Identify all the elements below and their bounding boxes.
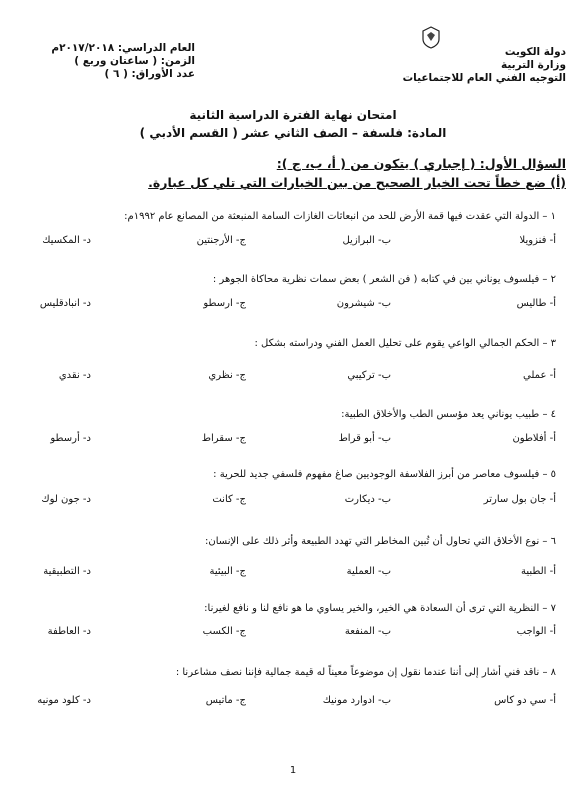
header-duration: الزمن: ( ساعتان وربع ) — [74, 55, 195, 67]
q2-option-d[interactable]: د- انبادقليس — [39, 298, 91, 309]
question-6: ٦ – نوع الأخلاق التي تحاول أن تُبين المخاطر التي تهدد الطبيعة وأثر ذلك على الإنسان: — [205, 536, 556, 547]
q8-option-c[interactable]: ج- ماتيس — [205, 695, 246, 706]
q4-option-c[interactable]: ج- سقراط — [201, 433, 246, 444]
q1-option-c[interactable]: ج- الأرجنتين — [196, 235, 246, 246]
q3-option-a[interactable]: أ- عملي — [523, 370, 556, 381]
q2-option-a[interactable]: أ- طاليس — [516, 298, 556, 309]
header-ministry: وزارة التربية — [500, 59, 566, 71]
q8-option-d[interactable]: د- كلود مونيه — [37, 695, 91, 706]
question-4: ٤ – طبيب يوناني يعد مؤسس الطب والأخلاق الطبية: — [341, 409, 556, 420]
part-title: (أ) ضع خطاً تحت الخيار الصحيح من بين الخيارات التي تلي كل عبارة. — [148, 175, 566, 190]
q6-option-d[interactable]: د- التطبيقية — [43, 566, 91, 577]
exam-info-header — [20, 42, 195, 81]
q5-option-c[interactable]: ج- كانت — [212, 494, 246, 505]
q1-option-b[interactable]: ب- البرازيل — [342, 235, 391, 246]
q8-option-b[interactable]: ب- ادوارد مونيك — [322, 695, 391, 706]
q3-option-d[interactable]: د- نقدي — [58, 370, 91, 381]
q3-option-b[interactable]: ب- تركيبي — [347, 370, 391, 381]
q5-option-b[interactable]: ب- ديكارت — [344, 494, 391, 505]
ministry-header — [366, 46, 566, 85]
q6-option-a[interactable]: أ- الطبية — [521, 566, 556, 577]
header-country: دولة الكويت — [504, 46, 566, 58]
page-number: 1 — [289, 765, 297, 776]
section-title: السؤال الأول: ( إجباري ) يتكون من ( أ، ب، ج ): — [276, 156, 566, 171]
q7-option-c[interactable]: ج- الكسب — [202, 626, 246, 637]
q4-option-a[interactable]: أ- أفلاطون — [512, 433, 556, 444]
q7-option-d[interactable]: د- العاطفة — [47, 626, 91, 637]
header-department: التوجيه الفني العام للاجتماعيات — [402, 72, 566, 84]
q4-option-d[interactable]: د- أرسطو — [50, 433, 91, 444]
question-7: ٧ – النظرية التي ترى أن السعادة هي الخير، والخير يساوي ما هو نافع لنا و نافع لغيرنا: — [204, 603, 556, 614]
question-2: ٢ – فيلسوف يوناني بين في كتابه ( فن الشعر ) بعض سمات نظرية محاكاة الجوهر : — [212, 274, 556, 285]
header-page-count: عدد الأوراق: ( ٦ ) — [104, 68, 195, 80]
q7-option-a[interactable]: أ- الواجب — [516, 626, 556, 637]
question-1: ١ – الدولة التي عقدت فيها قمة الأرض للحد من انبعاثات الغازات السامة المنبعثة من المصانع عام ١٩٩٢م: — [124, 211, 556, 222]
question-8: ٨ – ناقد فني أشار إلى أننا عندما نقول إن موضوعاً معيناً له قيمة جمالية فإننا نصف مشاعرنا : — [175, 667, 556, 678]
q3-option-c[interactable]: ج- نظري — [208, 370, 246, 381]
q8-option-a[interactable]: أ- سي دو كاس — [494, 695, 556, 706]
q2-option-c[interactable]: ج- ارسطو — [203, 298, 246, 309]
subject-line: المادة: فلسفة – الصف الثاني عشر ( القسم الأدبي ) — [139, 126, 447, 140]
q4-option-b[interactable]: ب- أبو قراط — [338, 433, 391, 444]
q7-option-b[interactable]: ب- المنفعة — [344, 626, 391, 637]
question-5: ٥ – فيلسوف معاصر من أبرز الفلاسفة الوجوديين صاغ مفهوم فلسفي جديد للحرية : — [213, 469, 556, 480]
q5-option-a[interactable]: أ- جان بول سارتر — [483, 494, 556, 505]
header-academic-year: العام الدراسي: ٢٠١٧/٢٠١٨م — [51, 42, 195, 54]
exam-title: امتحان نهاية الفترة الدراسية الثانية — [189, 108, 397, 122]
q6-option-c[interactable]: ج- البيئية — [209, 566, 246, 577]
q1-option-d[interactable]: د- المكسيك — [42, 235, 91, 246]
q6-option-b[interactable]: ب- العملية — [346, 566, 391, 577]
q2-option-b[interactable]: ب- شيشرون — [336, 298, 391, 309]
q5-option-d[interactable]: د- جون لوك — [41, 494, 91, 505]
question-3: ٣ – الحكم الجمالي الواعي يقوم على تحليل العمل الفني ودراسته بشكل : — [254, 338, 556, 349]
q1-option-a[interactable]: أ- فنزويلا — [519, 235, 556, 246]
